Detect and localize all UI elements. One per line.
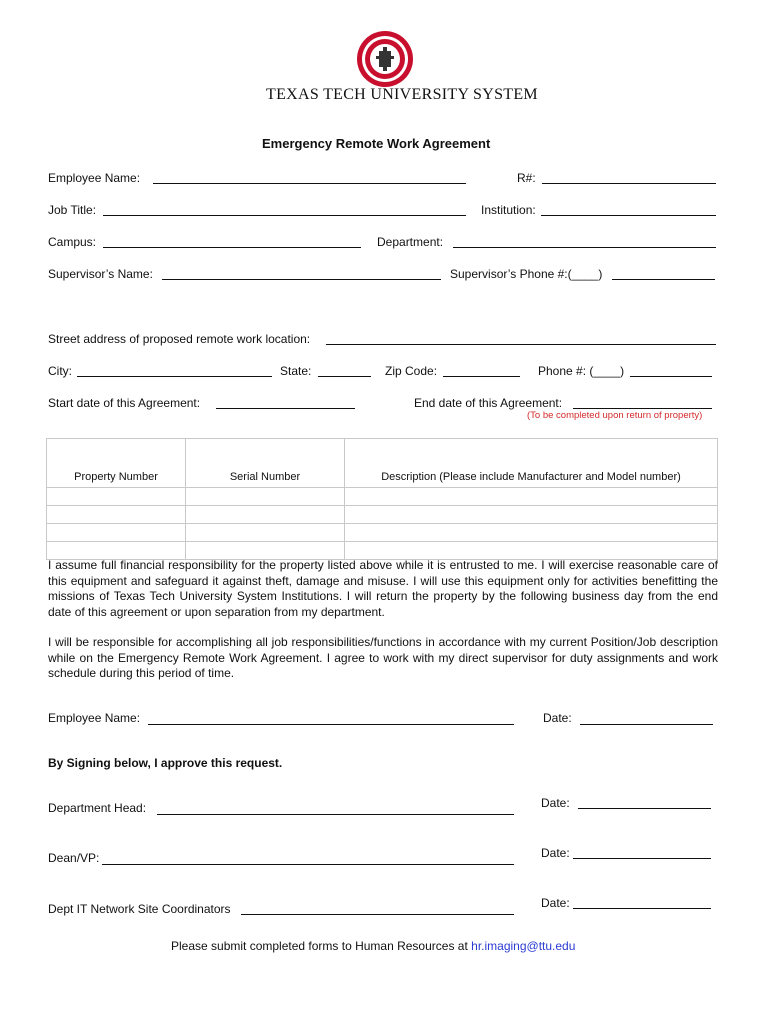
job-duties-paragraph: I will be responsible for accomplishing all job responsibilities/functions in accordance with my current Position/Job description while on the Emergency Remote Work Agreement. I agree to work with my direct supervisor for duty assignments and work schedule during this period of time.: [48, 635, 718, 680]
state-label: State:: [280, 364, 312, 378]
city-label: City:: [48, 364, 72, 378]
table-row: [47, 542, 718, 560]
property-number-cell[interactable]: [47, 524, 186, 542]
table-row: [47, 524, 718, 542]
property-number-cell[interactable]: [47, 488, 186, 506]
job-title-label: Job Title:: [48, 203, 97, 217]
approval-statement: By Signing below, I approve this request.: [48, 756, 283, 770]
description-cell[interactable]: [345, 524, 718, 542]
submit-instructions: [171, 939, 575, 953]
phone-field[interactable]: [630, 376, 712, 377]
state-field[interactable]: [318, 376, 371, 377]
property-table: [46, 438, 718, 560]
dean-vp-date-label: Date:: [541, 846, 570, 860]
employee-signature-label: Employee Name:: [48, 711, 141, 725]
form-title: Emergency Remote Work Agreement: [262, 136, 491, 151]
supervisor-name-field[interactable]: [162, 279, 441, 280]
employee-date-label: Date:: [543, 711, 572, 725]
r-number-field[interactable]: [542, 183, 716, 184]
description-cell[interactable]: [345, 488, 718, 506]
column-header-serial-number: Serial Number: [186, 439, 345, 488]
r-number-label: R#:: [517, 171, 536, 185]
it-coordinators-field[interactable]: [241, 914, 514, 915]
phone-label: Phone #: (____): [538, 364, 625, 378]
table-row: [47, 488, 718, 506]
end-date-label: End date of this Agreement:: [414, 396, 563, 410]
serial-number-cell[interactable]: [186, 488, 345, 506]
responsibility-paragraph: I assume full financial responsibility for the property listed above while it is entrusted to me. I will exercise reasonable care of this equipment and safeguard it against theft, damage and misuse. I will use this equipment only for activities benefitting the missions of Texas Tech University System Institutions. I will return the property by the following business day from the end date of this agreement or upon separation from my department.: [48, 558, 718, 619]
property-number-cell[interactable]: [47, 542, 186, 560]
zip-code-field[interactable]: [443, 376, 520, 377]
campus-field[interactable]: [103, 247, 361, 248]
department-label: Department:: [377, 235, 444, 249]
supervisor-phone-field[interactable]: [612, 279, 715, 280]
description-cell[interactable]: [345, 506, 718, 524]
description-cell[interactable]: [345, 542, 718, 560]
supervisor-name-label: Supervisor’s Name:: [48, 267, 153, 281]
property-number-cell[interactable]: [47, 506, 186, 524]
department-field[interactable]: [453, 247, 716, 248]
hr-email-link[interactable]: hr.imaging@ttu.edu: [471, 939, 576, 953]
employee-name-label: Employee Name:: [48, 171, 141, 185]
start-date-field[interactable]: [216, 408, 355, 409]
end-date-note: (To be completed upon return of property): [527, 410, 703, 421]
dean-vp-date-field[interactable]: [573, 858, 711, 859]
employee-signature-field[interactable]: [148, 724, 514, 725]
ttu-seal-icon: [356, 30, 414, 88]
dean-vp-field[interactable]: [102, 864, 514, 865]
city-field[interactable]: [77, 376, 272, 377]
employee-name-field[interactable]: [153, 183, 466, 184]
job-title-field[interactable]: [103, 215, 466, 216]
institution-label: Institution:: [481, 203, 536, 217]
institution-field[interactable]: [541, 215, 716, 216]
org-name: TEXAS TECH UNIVERSITY SYSTEM: [266, 86, 538, 103]
it-coordinators-label: Dept IT Network Site Coordinators: [48, 902, 231, 916]
start-date-label: Start date of this Agreement:: [48, 396, 201, 410]
it-coordinators-date-field[interactable]: [573, 908, 711, 909]
department-head-field[interactable]: [157, 814, 514, 815]
zip-code-label: Zip Code:: [385, 364, 438, 378]
column-header-description: Description (Please include Manufacturer and Model number): [345, 439, 718, 488]
street-address-label: Street address of proposed remote work location:: [48, 332, 311, 346]
table-row: [47, 506, 718, 524]
employee-date-field[interactable]: [580, 724, 713, 725]
it-coordinators-date-label: Date:: [541, 896, 570, 910]
submit-text: Please submit completed forms to Human Resources at: [171, 939, 468, 953]
street-address-field[interactable]: [326, 344, 716, 345]
department-head-date-field[interactable]: [578, 808, 711, 809]
campus-label: Campus:: [48, 235, 97, 249]
end-date-field[interactable]: [573, 408, 712, 409]
serial-number-cell[interactable]: [186, 542, 345, 560]
department-head-date-label: Date:: [541, 796, 570, 810]
column-header-property-number: Property Number: [47, 439, 186, 488]
department-head-label: Department Head:: [48, 801, 147, 815]
serial-number-cell[interactable]: [186, 506, 345, 524]
supervisor-phone-label: Supervisor’s Phone #:(____): [450, 267, 603, 281]
serial-number-cell[interactable]: [186, 524, 345, 542]
dean-vp-label: Dean/VP:: [48, 851, 100, 865]
